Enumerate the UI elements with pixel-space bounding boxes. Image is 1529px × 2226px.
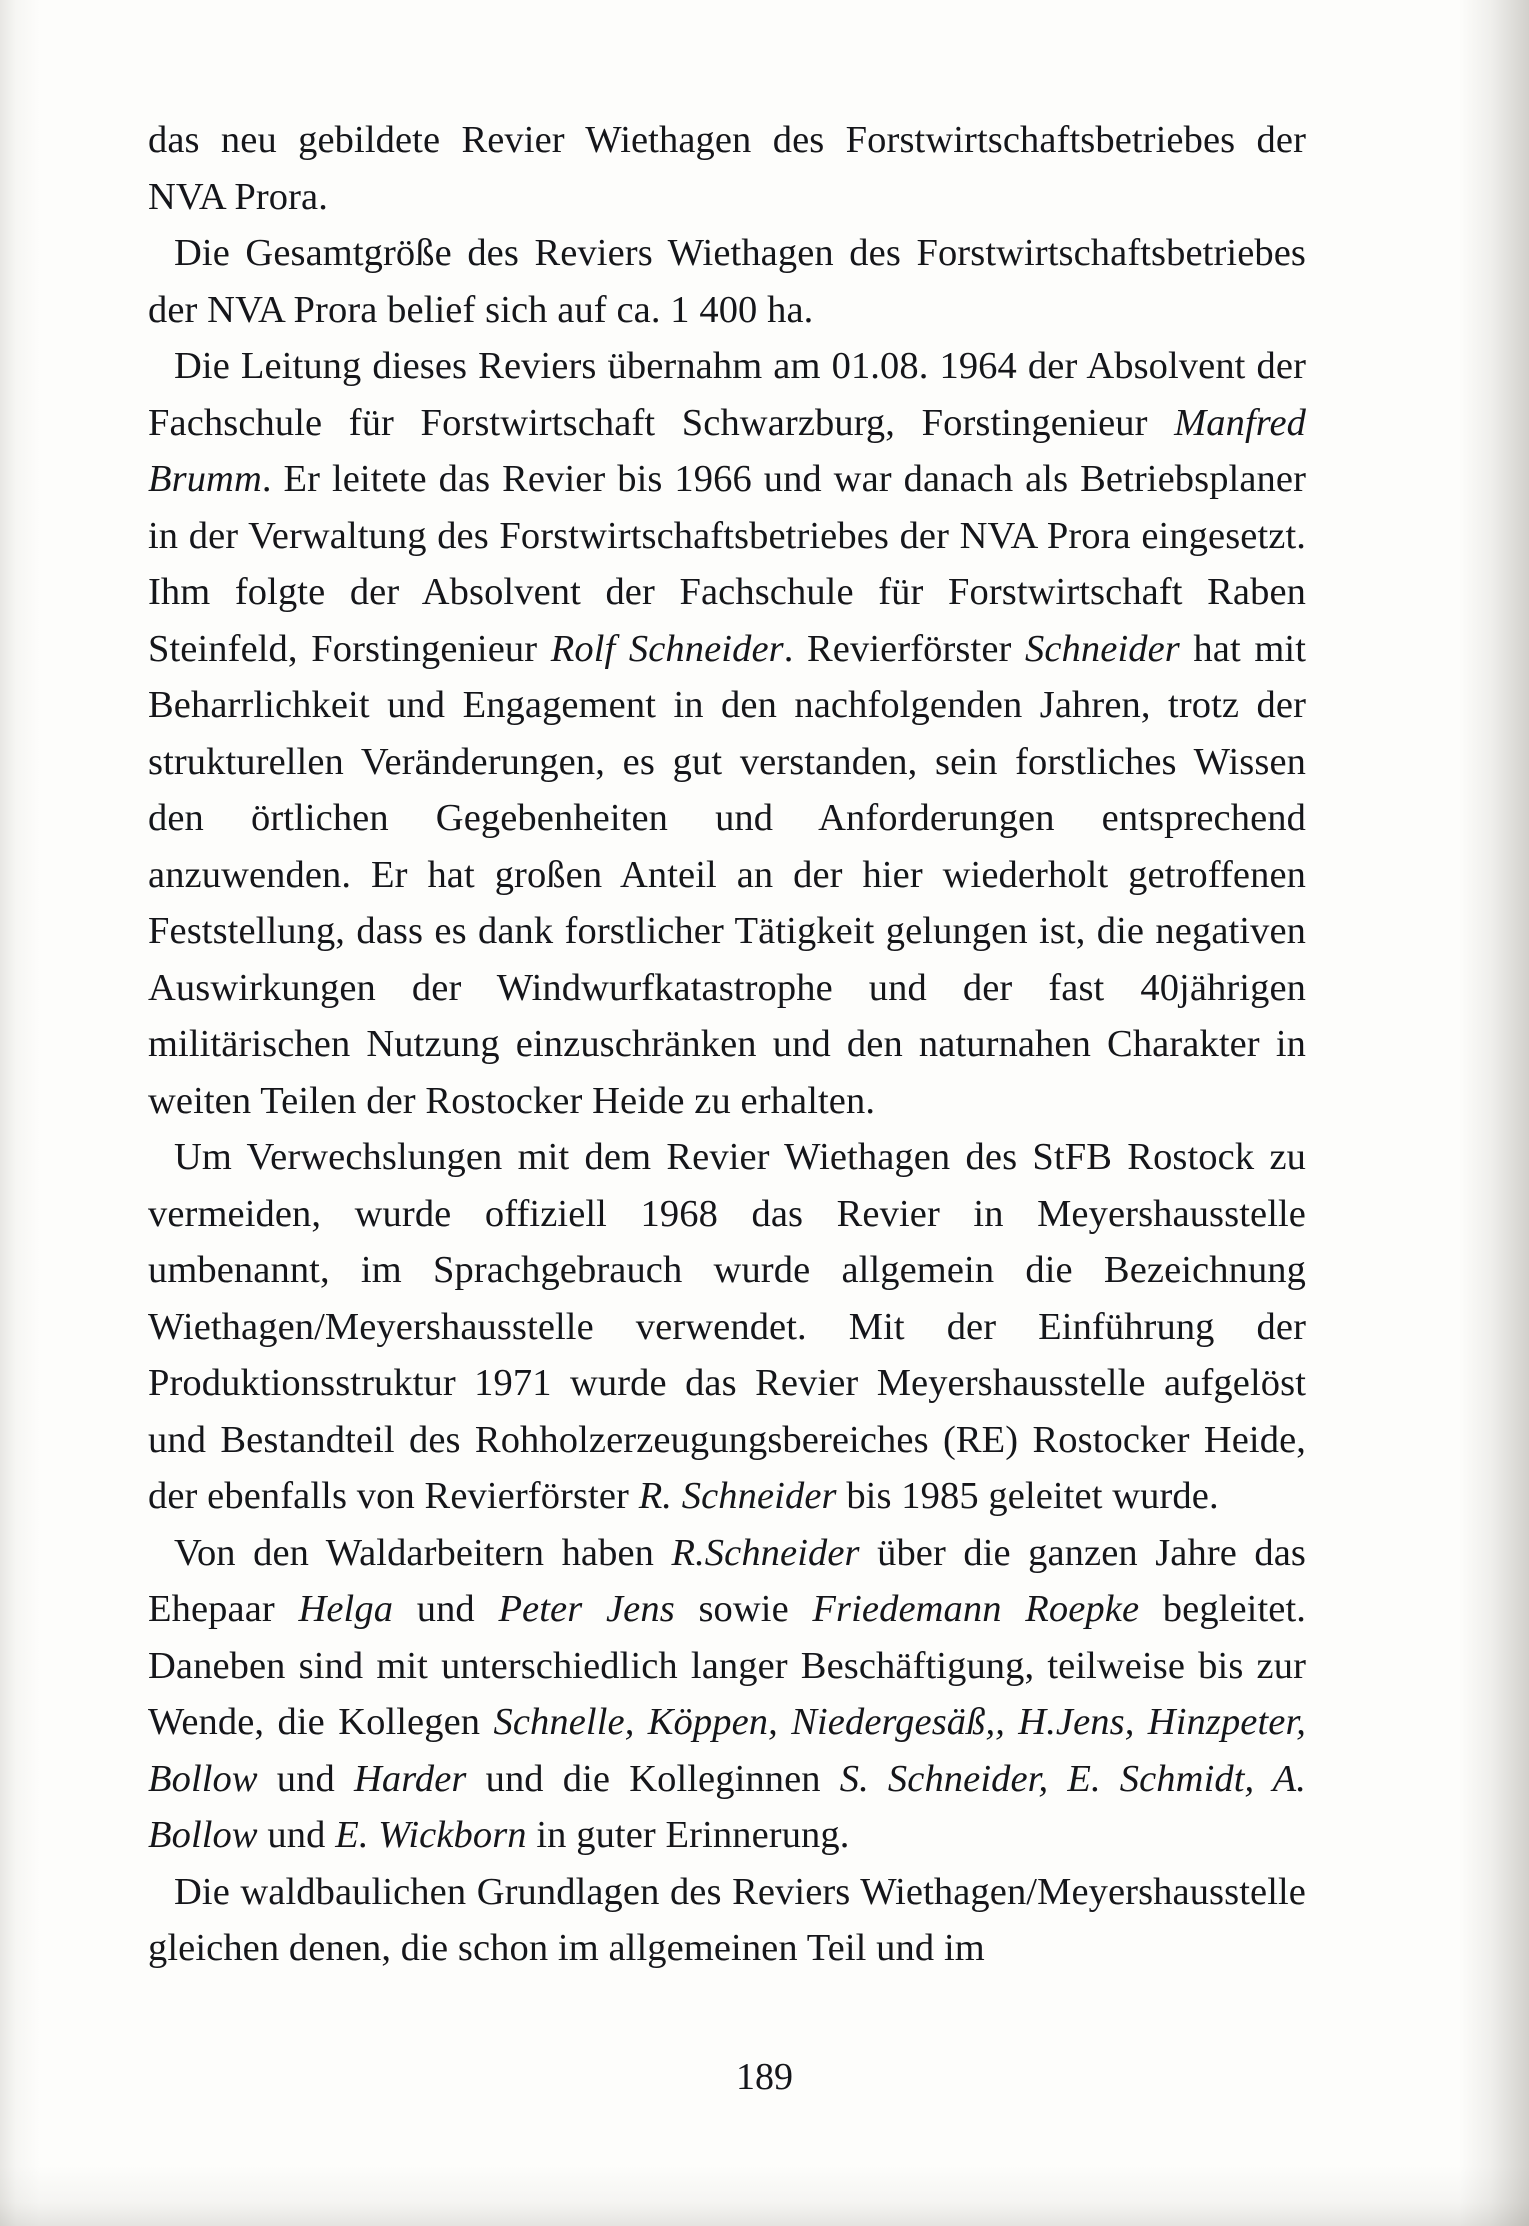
paragraph-2: Die Gesamtgröße des Reviers Wiethagen des Forstwirtschaftsbetriebes der NVA Prora belief sich auf ca. 1 400 ha.: [148, 232, 1306, 331]
paragraph-6: Die waldbaulichen Grundlagen des Reviers Wiethagen/Meyershausstelle gleichen denen, die schon im allgemeinen Teil und im: [148, 1870, 1306, 1969]
paragraph-4: Um Verwechslungen mit dem Revier Wiethagen des StFB Rostock zu vermeiden, wurde offiziell 1968 das Revier in Meyershausstelle umbenannt, im Sprachgebrauch wurde allgemein die Bezeichnung Wiethagen/Meyershausstelle verwendet. Mit der Einführung der Produktionsstruktur 1971 wurde das Revier Meyershausstelle aufgelöst und Bestandteil des Rohholzerzeugungsbereiches (RE) Rostocker Heide, der ebenfalls von Revierförster R. Schneider bis 1985 geleitet wurde.: [148, 1136, 1306, 1517]
paragraph-5: Von den Waldarbeitern haben R.Schneider über die ganzen Jahre das Ehepaar Helga und Peter Jens sowie Friedemann Roepke begleitet. Daneben sind mit unterschiedlich langer Beschäftigung, teilweise bis zur Wende, die Kollegen Schnelle, Köppen, Niedergesäß,, H.Jens, Hinzpeter, Bollow und Harder und die Kolleginnen S. Schneider, E. Schmidt, A. Bollow und E. Wickborn in guter Erinnerung.: [148, 1531, 1307, 1856]
scan-shadow-left: [0, 0, 40, 2226]
paragraph-1: das neu gebildete Revier Wiethagen des Forstwirtschaftsbetriebes der NVA Prora.: [148, 119, 1306, 218]
scan-shadow-right: [1459, 0, 1529, 2226]
page-number: 189: [736, 2056, 793, 2098]
scan-shadow-bottom: [0, 2166, 1529, 2226]
paragraph-3: Die Leitung dieses Reviers übernahm am 01.08. 1964 der Absolvent der Fachschule für Forstwirtschaft Schwarzburg, Forstingenieur Manfred Brumm. Er leitete das Revier bis 1966 und war danach als Betriebsplaner in der Verwaltung des Forstwirtschaftsbetriebes der NVA Prora eingesetzt. Ihm folgte der Absolvent der Fachschule für Forstwirtschaft Raben Steinfeld, Forstingenieur Rolf Schneider. Revierförster Schneider hat mit Beharrlichkeit und Engagement in den nachfolgenden Jahren, trotz der strukturellen Veränderungen, es gut verstanden, sein forstliches Wissen den örtlichen Gegebenheiten und Anforderungen entsprechend anzuwenden. Er hat großen Anteil an der hier wiederholt getroffenen Feststellung, dass es dank forstlicher Tätigkeit gelungen ist, die negativen Auswirkungen der Windwurfkatastrophe und der fast 40jährigen militärischen Nutzung einzuschränken und den naturnahen Charakter in weiten Teilen der Rostocker Heide zu erhalten.: [148, 345, 1306, 1122]
body-text-block: [148, 112, 1306, 1977]
